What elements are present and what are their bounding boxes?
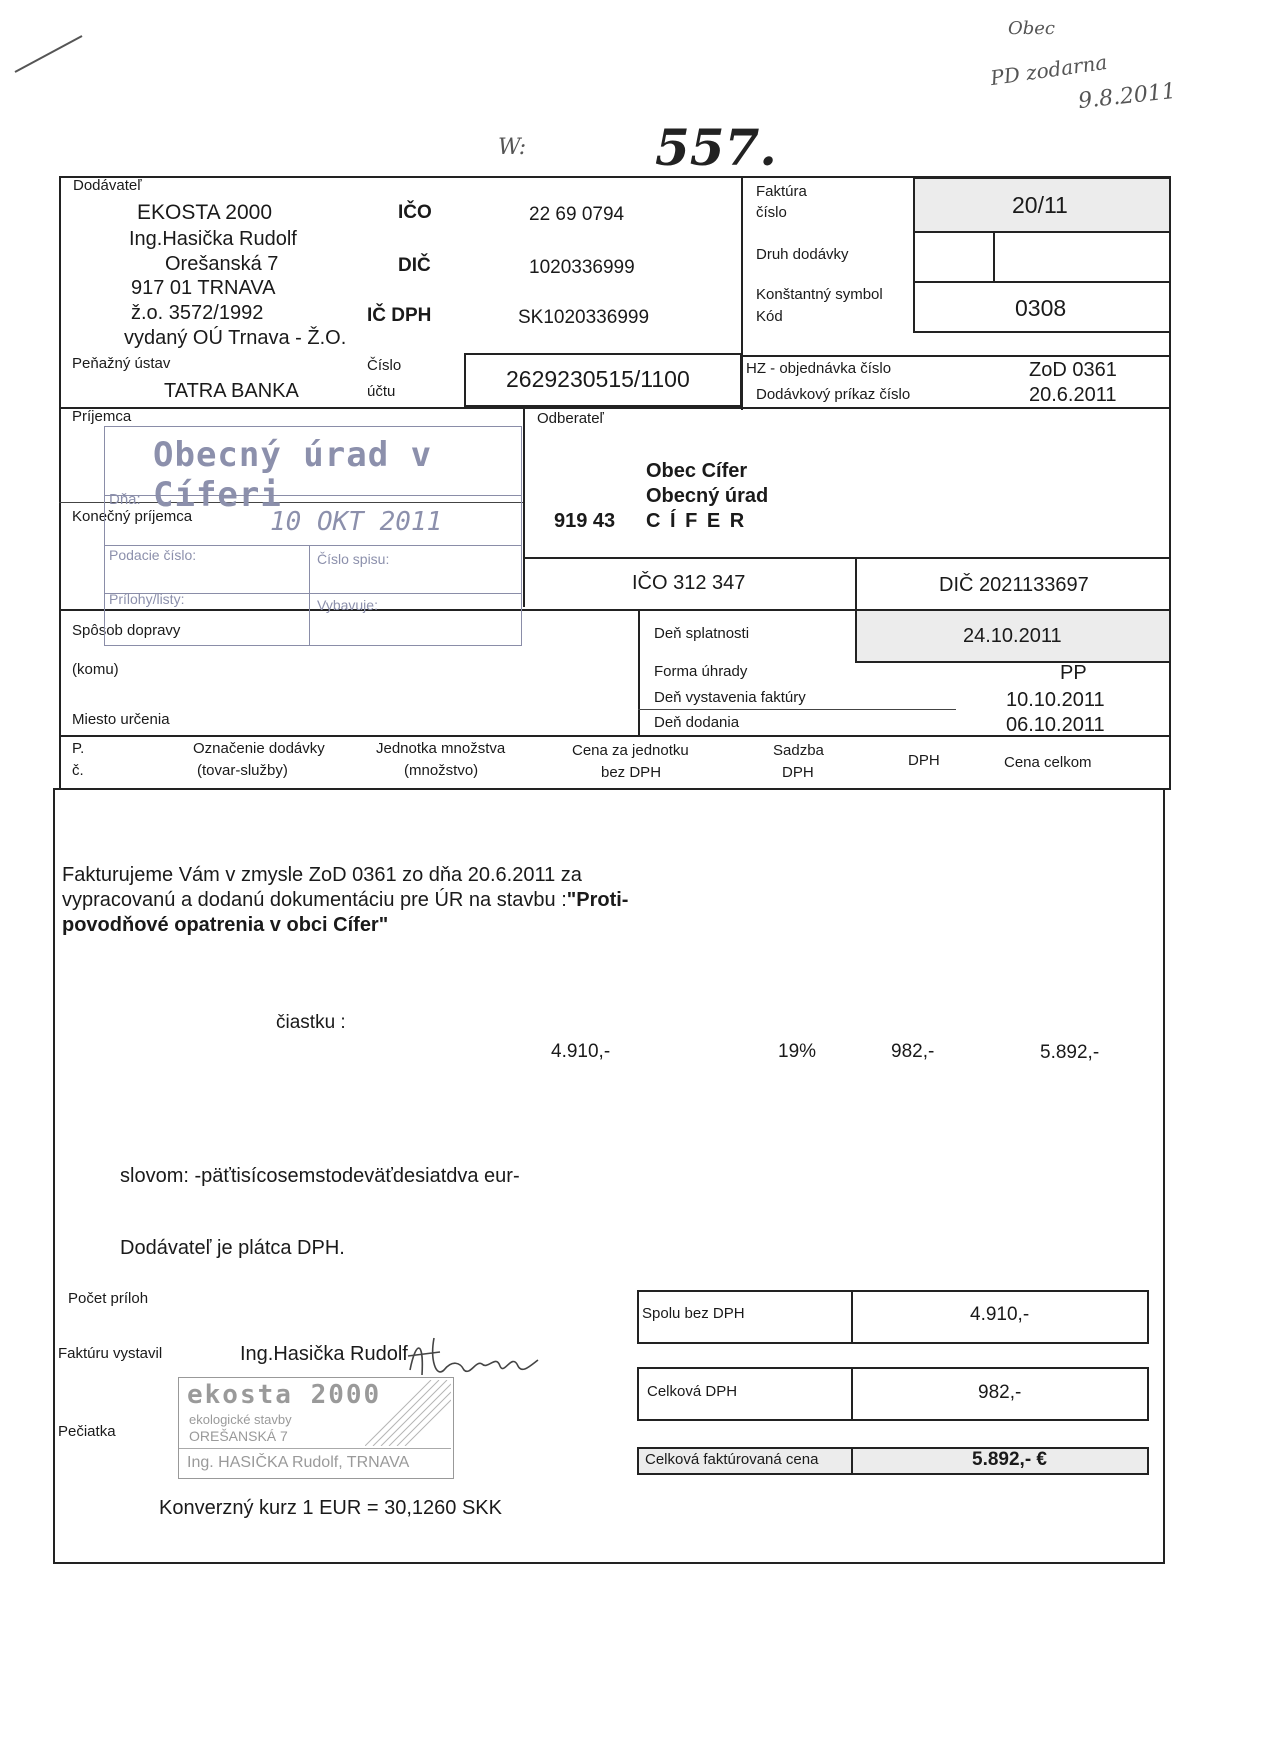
- conversion-rate: Konverzný kurz 1 EUR = 30,1260 SKK: [159, 1497, 502, 1519]
- invoice-label-2: číslo: [756, 204, 787, 221]
- to-whom-label: (komu): [72, 661, 119, 678]
- th-unit-1: Jednotka množstva: [376, 740, 506, 757]
- supplier-city: 917 01 TRNAVA: [131, 277, 276, 299]
- order-label: HZ - objednávka číslo: [746, 360, 892, 377]
- body-line-2-bold: "Proti-: [566, 889, 629, 911]
- order-value: ZoD 0361: [1029, 359, 1117, 381]
- company-stamp-name: ekosta 2000: [187, 1380, 382, 1410]
- supplier-person: Ing.Hasička Rudolf: [129, 228, 297, 250]
- sum-total-divider: [851, 1447, 853, 1475]
- registry-stamp-filing-label: Podacie číslo:: [109, 547, 197, 563]
- account-value: 2629230515/1100: [506, 366, 690, 392]
- ico-label: IČO: [398, 202, 432, 223]
- supplier-registration: ž.o. 3572/1992: [131, 302, 264, 324]
- code-label: Kód: [756, 308, 783, 325]
- constant-symbol-label: Konštantný symbol: [756, 286, 883, 303]
- handwritten-number-prefix: W:: [498, 135, 527, 160]
- delivery-type-box-1: [913, 231, 995, 283]
- issue-value: 10.10.2011: [1006, 689, 1105, 711]
- registry-stamp: [104, 426, 522, 646]
- company-stamp-divider: [179, 1448, 451, 1449]
- th-item-1: Označenie dodávky: [193, 740, 325, 757]
- supplier-label: Dodávateľ: [73, 177, 142, 194]
- recipient-label: Príjemca: [72, 408, 132, 425]
- customer-ids-divider: [855, 557, 857, 609]
- company-stamp-subtitle: ekologické stavby: [189, 1412, 292, 1427]
- customer-city: C Í F E R: [646, 510, 747, 532]
- delivery-order-label: Dodávkový príkaz číslo: [756, 386, 911, 403]
- registry-stamp-title: Obecný úrad v Cíferi: [153, 435, 433, 515]
- registry-stamp-file-label: Číslo spisu:: [317, 551, 390, 567]
- handwritten-note-obec: Obec: [1008, 18, 1056, 39]
- recipient-top-line: [59, 407, 1171, 409]
- transport-label: Spôsob dopravy: [72, 622, 181, 639]
- th-item-2: (tovar-služby): [197, 762, 288, 779]
- registry-stamp-col-line: [309, 545, 310, 645]
- th-rate-2: DPH: [782, 764, 814, 781]
- th-rate-1: Sadzba: [773, 742, 824, 759]
- invoice-number: 20/11: [1012, 192, 1068, 218]
- constant-symbol-value: 0308: [1015, 295, 1067, 321]
- account-label-1: Číslo: [367, 357, 402, 374]
- sum-total-label: Celková faktúrovaná cena: [645, 1451, 819, 1468]
- dic-value: 1020336999: [529, 257, 635, 278]
- invoice-label-1: Faktúra: [756, 183, 807, 200]
- company-stamp-address: OREŠANSKÁ 7: [189, 1428, 288, 1444]
- customer-name-2: Obecný úrad: [646, 485, 769, 507]
- payment-label: Forma úhrady: [654, 663, 748, 680]
- delivery-date-line: [638, 709, 956, 710]
- body-line-2: [62, 889, 628, 912]
- icdph-value: SK1020336999: [518, 307, 650, 328]
- sum-vat-label: Celková DPH: [647, 1383, 738, 1400]
- issued-by-name: Ing.Hasička Rudolf: [240, 1343, 408, 1365]
- company-stamp: [178, 1377, 454, 1479]
- company-stamp-owner: Ing. HASIČKA Rudolf, TRNAVA: [187, 1454, 410, 1471]
- final-recipient-label: Konečný príjemca: [72, 508, 193, 525]
- delivery-type-box-2: [993, 231, 1171, 283]
- payment-value: PP: [1060, 662, 1087, 684]
- amount-total: 5.892,-: [1040, 1042, 1100, 1063]
- supplier-name: EKOSTA 2000: [137, 201, 273, 224]
- body-line-2-plain: vypracovanú a dodanú dokumentáciu pre ÚR na stavbu :: [62, 889, 567, 911]
- th-price-1: Cena za jednotku: [572, 742, 689, 759]
- company-stamp-hatch: [365, 1380, 451, 1446]
- handwritten-note-zodarna: PD zodarna: [988, 49, 1109, 91]
- registry-stamp-handles-label: Vybavuje:: [317, 597, 378, 613]
- order-top-line: [741, 355, 1171, 357]
- vat-payer-note: Dodávateľ je plátca DPH.: [120, 1237, 345, 1259]
- dates-left-line: [638, 609, 640, 735]
- amount-rate: 19%: [778, 1041, 817, 1062]
- bank-label: Peňažný ústav: [72, 355, 171, 372]
- registry-stamp-date-label: Dňa:: [109, 491, 141, 508]
- th-vat: DPH: [908, 752, 940, 769]
- registry-stamp-attachments-label: Prílohy/listy:: [109, 591, 185, 607]
- registry-stamp-row-line-2: [105, 545, 521, 546]
- customer-zip: 919 43: [554, 510, 616, 532]
- pen-stroke: [10, 30, 90, 80]
- customer-name-1: Obec Cífer: [646, 460, 748, 482]
- bank-value: TATRA BANKA: [164, 380, 299, 402]
- delivery-value: 06.10.2011: [1006, 714, 1105, 736]
- customer-ids-line: [523, 557, 1171, 559]
- issue-label: Deň vystavenia faktúry: [654, 689, 806, 706]
- destination-label: Miesto určenia: [72, 711, 170, 728]
- dic-label: DIČ: [398, 255, 431, 276]
- registry-stamp-date: 10 OKT 2011: [270, 507, 443, 537]
- divider-supplier-invoice: [741, 176, 743, 410]
- customer-label: Odberateľ: [537, 410, 604, 427]
- delivery-order-value: 20.6.2011: [1029, 384, 1117, 406]
- customer-left-line: [523, 407, 525, 607]
- customer-ico: IČO 312 347: [632, 572, 746, 594]
- supplier-street: Orešanská 7: [165, 253, 279, 275]
- amount-net: 4.910,-: [551, 1041, 611, 1062]
- table-header-top-line: [59, 735, 1171, 737]
- registry-stamp-row-line-1: [105, 495, 521, 496]
- customer-dic: DIČ 2021133697: [939, 574, 1089, 596]
- sum-net-label: Spolu bez DPH: [642, 1305, 745, 1322]
- th-price-2: bez DPH: [601, 764, 662, 781]
- attachments-count-label: Počet príloh: [68, 1290, 149, 1307]
- handwritten-number: 557.: [655, 118, 777, 177]
- due-value: 24.10.2011: [963, 625, 1062, 647]
- th-p-2: č.: [72, 762, 84, 779]
- sum-vat-value: 982,-: [978, 1382, 1022, 1403]
- sum-net-value: 4.910,-: [970, 1304, 1030, 1325]
- issued-by-label: Faktúru vystavil: [58, 1345, 163, 1362]
- sum-net-divider: [851, 1290, 853, 1344]
- th-p-1: P.: [72, 740, 85, 757]
- sum-vat-divider: [851, 1367, 853, 1421]
- supplier-issued-by: vydaný OÚ Trnava - Ž.O.: [124, 327, 347, 349]
- delivery-label: Deň dodania: [654, 714, 740, 731]
- amount-label: čiastku :: [276, 1012, 346, 1033]
- th-total: Cena celkom: [1004, 754, 1092, 771]
- amount-vat: 982,-: [891, 1041, 935, 1062]
- due-label: Deň splatnosti: [654, 625, 750, 642]
- sum-total-value: 5.892,- €: [972, 1449, 1047, 1470]
- amount-in-words: slovom: -päťtisícosemstodeväťdesiatdva eur-: [120, 1165, 520, 1187]
- ico-value: 22 69 0794: [529, 204, 625, 225]
- stamp-label: Pečiatka: [58, 1423, 116, 1440]
- body-line-1: Fakturujeme Vám v zmysle ZoD 0361 zo dňa 20.6.2011 za: [62, 864, 582, 886]
- icdph-label: IČ DPH: [367, 305, 432, 326]
- handwritten-note-date: 9.8.2011: [1076, 78, 1178, 115]
- delivery-type-label: Druh dodávky: [756, 246, 849, 263]
- th-unit-2: (množstvo): [404, 762, 479, 779]
- account-label-2: účtu: [367, 383, 396, 400]
- body-line-3: povodňové opatrenia v obci Cífer": [62, 914, 389, 936]
